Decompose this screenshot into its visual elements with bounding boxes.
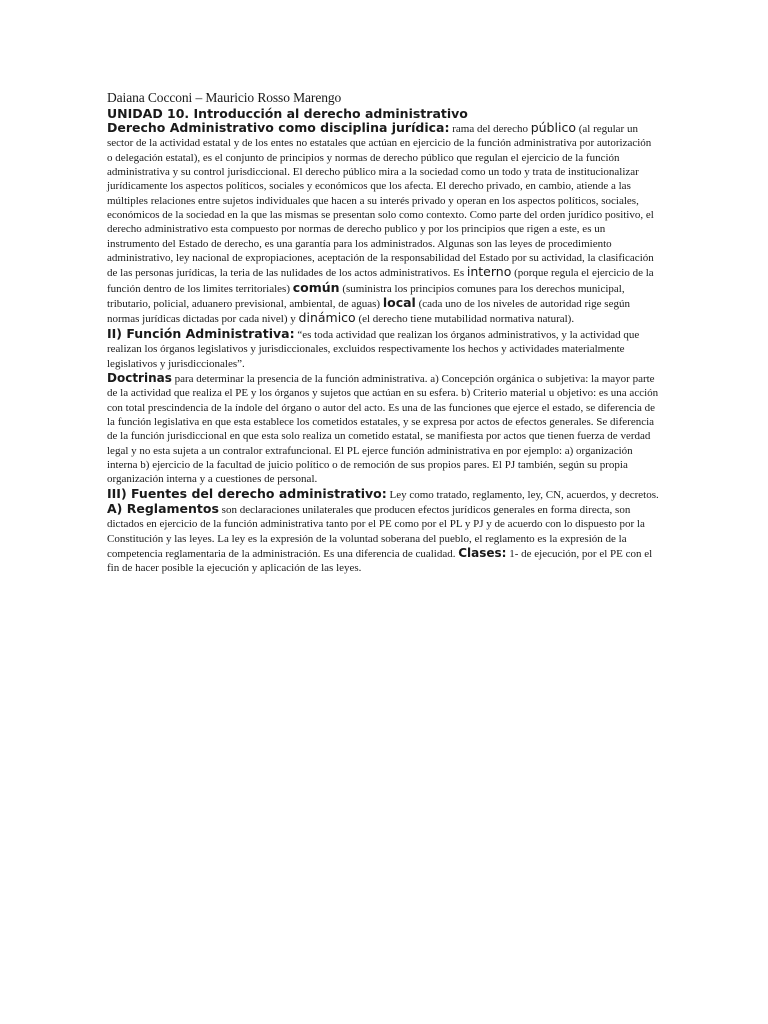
paragraph-text: (porque regula el ejercicio de la función dentro de los limites territoriales) [107,267,654,295]
section-heading-funcion: II) Función Administrativa: [107,325,295,341]
paragraph-doctrinas [107,371,659,487]
unit-title: UNIDAD 10. Introducción al derecho administrativo [107,106,468,121]
paragraph-fuentes [107,487,659,576]
document-body [107,89,659,576]
keyword-local: local [382,295,416,311]
keyword-interno: interno [466,264,512,280]
section-heading-disciplina: Derecho Administrativo como disciplina jurídica: [107,120,450,135]
paragraph-text: son declaraciones unilaterales que producen efectos jurídicos generales en forma directa, son dictados en ejercicio de la función administrativa tanto por el PE como por el PL y PJ y de acuerdo con lo dispuesto por la Constitución y las leyes. La ley es la expresión de la voluntad soberana del pueblo, el reglamento es la expresión de la competencia reglamentaria de la administración. Es una diferencia de cualidad. [107,503,645,560]
paragraph-text: (el derecho tiene mutabilidad normativa natural). [355,313,575,326]
subheading-reglamentos: A) Reglamentos [107,500,219,516]
paragraph-derecho-administrativo [107,121,659,327]
paragraph-text: (suministra los principios comunes para los derechos municipal, tributario, policial, aduanero previsional, ambiental, de aguas) [107,282,625,311]
paragraph-funcion-administrativa [107,327,659,371]
paragraph-text: Ley como tratado, reglamento, ley, CN, acuerdos, y decretos. [386,488,659,501]
keyword-clases: Clases: [458,545,507,560]
paragraph-text: (cada uno de los niveles de autoridad rige según normas jurídicas dictadas por cada nivel) y [107,298,630,326]
section-heading-fuentes: III) Fuentes del derecho administrativo: [107,485,387,501]
paragraph-text: para determinar la presencia de la función administrativa. a) Concepción orgánica o subjetiva: la mayor parte de la actividad que realiza el PE y los órganos y sujetos que actúan en su esfera. b) Criterio material u objetivo: es una acción con total prescindencia de la índole del órgano o autor del acto. Es una de las funciones que ejerce el estado, se diferencia de la función legislativa en que esta establece los cometidos estatales, y se expresa por actos de efectos generales. Se diferencia de la función jurisdiccional en que esta solo realiza un cometido estatal, se manifiesta por actos que tienen fuerza de verdad legal y no esta sujeta a un contralor extrafuncional. El PL ejerce función administrativa en por ejemplo: a) organización interna b) ejercicio de la facultad de juicio político o de remoción de sus propios pares. El PJ también, según su propia organización interna y a cuestiones de personal. [107,372,659,486]
paragraph-text: (al regular un sector de la actividad estatal y de los entes no estatales que actúan en ejercicio de la función administrativa por autorización o delegación estatal), es el conjunto de principios y normas de derecho público que regulan el ejercicio de la función administrativa y su control jurisdiccional. El derecho público mira a la sociedad como un todo y trata de institucionalizar jurídicamente los aspectos políticos, sociales y económicos que los afecta. El derecho privado, en cambio, atiende a las múltiples relaciones entre sujetos individuales que hacen a su interés privado y operan en los aspectos políticos, sociales, económicos de la sociedad en la que las mismas se presentan solo como contexto. Como parte del orden jurídico positivo, el derecho administrativo esta compuesto por normas de derecho publico y por los principios que rigen a este, es un instrumento del Estado de derecho, es una garantía para los administrados. Algunas son las leyes de procedimiento administrativo, ley nacional de expropiaciones, aceptación de la responsabilidad del Estado por su actividad, la clasificación de las personas jurídicas, la teria de las nulidades de los actos administrativos. Es [107,123,654,280]
keyword-dinamico: dinámico [298,310,356,326]
keyword-comun: común [292,279,340,295]
paragraph-text: “es toda actividad que realizan los órganos administrativos, y la actividad que realizan los órganos legislativos y jurisdiccionales, excluidos respectivamente los hechos y actividades materialmente legislativos y jurisdiccionales”. [107,328,640,370]
paragraph-text: rama del derecho [449,123,531,135]
authors-line: Daiana Cocconi – Mauricio Rosso Marengo [107,90,342,105]
keyword-doctrinas: Doctrinas [107,370,172,385]
paragraph-text: 1- de ejecución, por el PE con el fin de hacer posible la ejecución y aplicación de las leyes. [107,547,653,575]
keyword-publico: público [530,120,576,135]
